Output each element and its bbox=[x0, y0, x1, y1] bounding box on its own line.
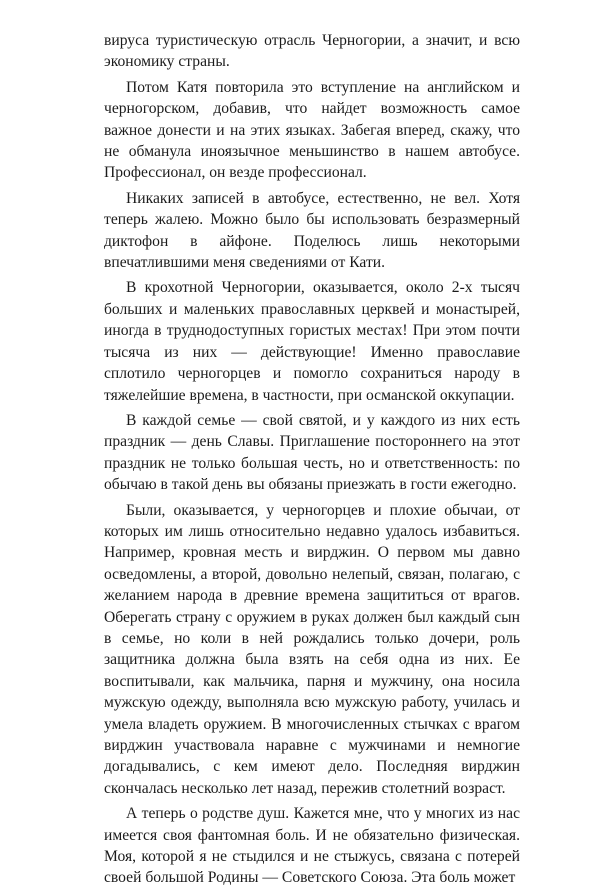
paragraph-7: А теперь о родстве душ. Кажется мне, что у многих из нас имеется своя фантомная боль. И не обязательно физическая. Моя, которой я не стыдился и не стыжусь, связана с потерей своей большой Родины — Советского Союза. Эта боль может bbox=[104, 805, 520, 887]
paragraph-6: Были, оказывается, у черногорцев и плохие обычаи, от которых им лишь относительно недавно удалось избавиться. Например, кровная месть и вирджин. О первом мы давно осведомлены, а второй, довольно нелепый, связан, полагаю, с желанием народа в древние времена защититься от врагов. Оберегать страну с оружием в руках должен был каждый сын в семье, но коли в ней рождались только дочери, роль защитника должна была взять на себя одна из них. Ее воспитывали, как мальчика, парня и мужчину, она носила мужскую одежду, выполняла всю мужскую работу, училась и умела владеть оружием. В многочисленных стычках с врагом вирджин участвовала наравне с мужчинами и немногие догадывались, с кем имеют дело. Последняя вирджин скончалась несколько лет назад, пережив столетний возраст. bbox=[104, 501, 520, 797]
paragraph-1: вируса туристическую отрасль Черногории, а значит, и всю экономику страны. bbox=[104, 32, 520, 71]
paragraph-3: Никаких записей в автобусе, естественно, не вел. Хотя теперь жалею. Можно было бы использовать безразмерный диктофон в айфоне. Поделюсь лишь некоторыми впечатлившими меня сведениями от Кати. bbox=[104, 189, 520, 272]
paragraph-5: В каждой семье — свой святой, и у каждого из них есть праздник — день Славы. Приглашение постороннего на этот праздник не только большая честь, но и ответственность: по обычаю в такой день вы обязаны приезжать в гости ежегодно. bbox=[104, 411, 520, 494]
paragraph-2: Потом Катя повторила это вступление на английском и черногорском, добавив, что найдет возможность самое важное донести и на этих языках. Забегая вперед, скажу, что не обманула иноязычное меньшинство в нашем автобусе. Профессионал, он везде профессионал. bbox=[104, 78, 520, 182]
paragraph-4: В крохотной Черногории, оказывается, около 2-х тысяч больших и маленьких православных церквей и монастырей, иногда в труднодоступных гористых местах! При этом почти тысяча из них — действующие! Именно православие сплотило черногорцев и помогло сохраниться народу в тяжелейшие времена, в частности, при османской оккупации. bbox=[104, 279, 520, 404]
book-page-text bbox=[104, 30, 520, 889]
